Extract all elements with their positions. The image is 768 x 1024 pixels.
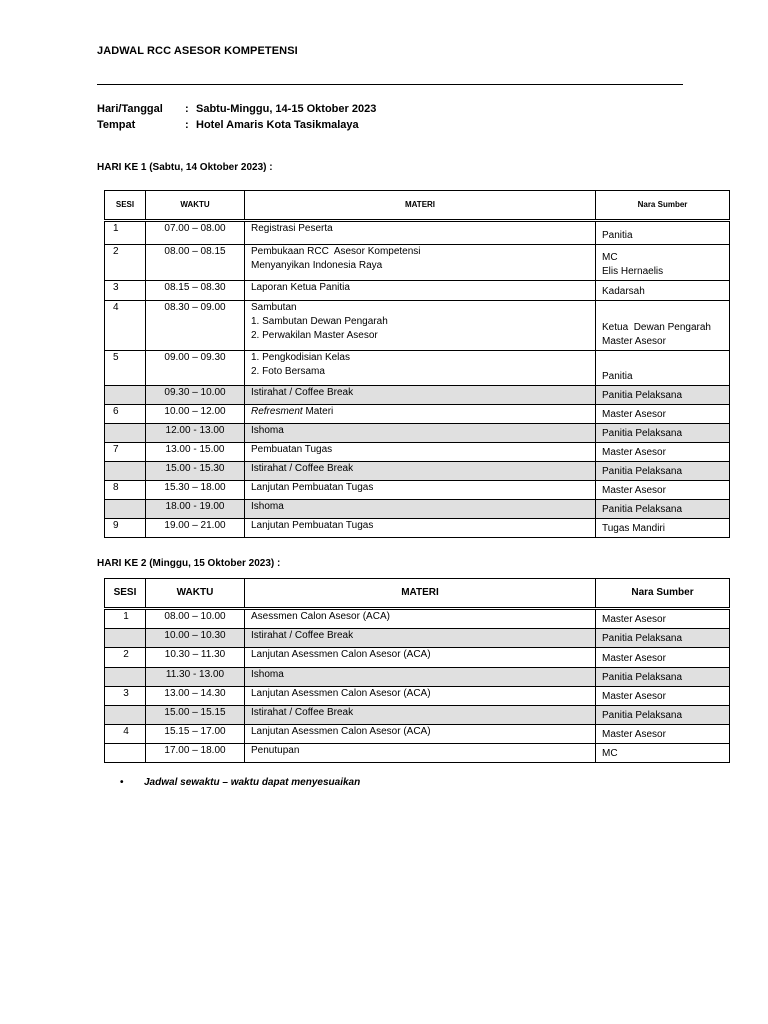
table-row <box>105 281 730 301</box>
cell-materi <box>245 687 596 706</box>
materi-line: Ishoma <box>251 501 284 512</box>
title-divider <box>97 84 683 85</box>
cell-nara-sumber <box>596 443 730 462</box>
info-colon: : <box>185 119 189 131</box>
table-row <box>105 481 730 500</box>
nara-line: Master Asesor <box>602 485 666 496</box>
cell-materi <box>245 519 596 538</box>
header-waktu: WAKTU <box>146 191 245 221</box>
day2-schedule-table <box>104 578 730 763</box>
cell-waktu: 17.00 – 18.00 <box>146 744 245 763</box>
nara-line: Master Asesor <box>602 336 666 347</box>
nara-line: Panitia Pelaksana <box>602 633 683 644</box>
nara-line: Master Asesor <box>602 409 666 420</box>
cell-waktu: 15.00 – 15.15 <box>146 706 245 725</box>
cell-nara-sumber <box>596 668 730 687</box>
materi-line: Istirahat / Coffee Break <box>251 463 354 474</box>
header-nara-sumber: Nara Sumber <box>596 579 730 609</box>
materi-line: 1. Pengkodisian Kelas <box>251 352 350 363</box>
table-row <box>105 609 730 629</box>
cell-waktu: 10.00 – 10.30 <box>146 629 245 648</box>
cell-materi <box>245 706 596 725</box>
nara-line: Panitia Pelaksana <box>602 504 683 515</box>
cell-sesi <box>105 706 146 725</box>
info-label: Tempat <box>97 119 136 131</box>
cell-waktu: 08.00 – 10.00 <box>146 609 245 629</box>
cell-sesi <box>105 500 146 519</box>
table-row <box>105 706 730 725</box>
table-row <box>105 629 730 648</box>
cell-sesi: 1 <box>105 221 146 245</box>
nara-line: Master Asesor <box>602 729 666 740</box>
materi-line: Sambutan <box>251 302 297 313</box>
nara-line: Panitia <box>602 371 633 382</box>
nara-line: Panitia Pelaksana <box>602 672 683 683</box>
cell-waktu: 15.30 – 18.00 <box>146 481 245 500</box>
cell-materi <box>245 648 596 668</box>
table-row <box>105 462 730 481</box>
cell-waktu: 09.00 – 09.30 <box>146 351 245 386</box>
table-row <box>105 443 730 462</box>
cell-nara-sumber <box>596 725 730 744</box>
nara-line: MC <box>602 748 618 759</box>
table-row <box>105 648 730 668</box>
table-row <box>105 424 730 443</box>
materi-line: Lanjutan Asessmen Calon Asesor (ACA) <box>251 688 431 699</box>
cell-materi <box>245 443 596 462</box>
cell-nara-sumber <box>596 245 730 281</box>
header-materi: MATERI <box>245 191 596 221</box>
cell-waktu: 15.15 – 17.00 <box>146 725 245 744</box>
cell-waktu: 13.00 – 14.30 <box>146 687 245 706</box>
header-sesi: SESI <box>105 191 146 221</box>
cell-sesi: 2 <box>105 648 146 668</box>
cell-sesi: 4 <box>105 301 146 351</box>
cell-nara-sumber <box>596 386 730 405</box>
document-title: JADWAL RCC ASESOR KOMPETENSI <box>97 45 298 57</box>
materi-text: Materi <box>302 406 334 417</box>
cell-waktu: 08.15 – 08.30 <box>146 281 245 301</box>
cell-materi <box>245 629 596 648</box>
cell-nara-sumber <box>596 519 730 538</box>
cell-sesi: 8 <box>105 481 146 500</box>
materi-line: 2. Foto Bersama <box>251 366 325 377</box>
nara-line: Panitia <box>602 230 633 241</box>
cell-waktu: 09.30 – 10.00 <box>146 386 245 405</box>
materi-line: Lanjutan Asessmen Calon Asesor (ACA) <box>251 649 431 660</box>
materi-line: Penutupan <box>251 745 300 756</box>
cell-sesi: 3 <box>105 687 146 706</box>
cell-sesi: 6 <box>105 405 146 424</box>
cell-nara-sumber <box>596 221 730 245</box>
nara-line: Master Asesor <box>602 653 666 664</box>
table-row <box>105 687 730 706</box>
cell-waktu: 10.00 – 12.00 <box>146 405 245 424</box>
materi-line: Lanjutan Pembuatan Tugas <box>251 520 374 531</box>
table-row <box>105 245 730 281</box>
cell-sesi: 5 <box>105 351 146 386</box>
cell-nara-sumber <box>596 301 730 351</box>
cell-sesi: 4 <box>105 725 146 744</box>
info-value: Hotel Amaris Kota Tasikmalaya <box>196 119 359 131</box>
cell-nara-sumber <box>596 481 730 500</box>
nara-line: Ketua Dewan Pengarah <box>602 322 711 333</box>
nara-line: MC <box>602 252 618 263</box>
cell-materi <box>245 281 596 301</box>
materi-line: 1. Sambutan Dewan Pengarah <box>251 316 388 327</box>
info-colon: : <box>185 103 189 115</box>
cell-nara-sumber <box>596 351 730 386</box>
cell-waktu: 19.00 – 21.00 <box>146 519 245 538</box>
cell-materi <box>245 245 596 281</box>
cell-materi <box>245 405 596 424</box>
cell-nara-sumber <box>596 281 730 301</box>
schedule-note <box>120 777 360 788</box>
cell-sesi: 9 <box>105 519 146 538</box>
cell-materi <box>245 301 596 351</box>
table-row <box>105 500 730 519</box>
bullet-icon: • <box>120 777 124 788</box>
header-nara-sumber: Nara Sumber <box>596 191 730 221</box>
cell-nara-sumber <box>596 648 730 668</box>
header-materi: MATERI <box>245 579 596 609</box>
cell-materi <box>245 221 596 245</box>
table-row <box>105 221 730 245</box>
day2-heading: HARI KE 2 (Minggu, 15 Oktober 2023) : <box>97 558 281 569</box>
cell-sesi <box>105 424 146 443</box>
header-sesi: SESI <box>105 579 146 609</box>
materi-line: Lanjutan Pembuatan Tugas <box>251 482 374 493</box>
nara-line: Master Asesor <box>602 691 666 702</box>
nara-line: Panitia Pelaksana <box>602 390 683 401</box>
table-row <box>105 725 730 744</box>
cell-nara-sumber <box>596 609 730 629</box>
cell-materi <box>245 744 596 763</box>
materi-line: 2. Perwakilan Master Asesor <box>251 330 378 341</box>
cell-nara-sumber <box>596 500 730 519</box>
cell-sesi <box>105 386 146 405</box>
nara-line: Tugas Mandiri <box>602 523 665 534</box>
cell-materi <box>245 668 596 687</box>
cell-waktu: 10.30 – 11.30 <box>146 648 245 668</box>
materi-line: Asessmen Calon Asesor (ACA) <box>251 611 390 622</box>
cell-materi <box>245 424 596 443</box>
table-row <box>105 744 730 763</box>
nara-line: Panitia Pelaksana <box>602 710 683 721</box>
nara-line: Master Asesor <box>602 614 666 625</box>
info-row-date <box>97 103 497 117</box>
cell-nara-sumber <box>596 424 730 443</box>
day1-schedule-table <box>104 190 730 538</box>
cell-waktu: 18.00 - 19.00 <box>146 500 245 519</box>
materi-line <box>251 405 589 419</box>
info-label: Hari/Tanggal <box>97 103 163 115</box>
materi-line: Registrasi Peserta <box>251 223 333 234</box>
cell-sesi <box>105 668 146 687</box>
cell-sesi: 7 <box>105 443 146 462</box>
nara-line: Panitia Pelaksana <box>602 466 683 477</box>
materi-line: Ishoma <box>251 669 284 680</box>
cell-nara-sumber <box>596 462 730 481</box>
cell-waktu: 07.00 – 08.00 <box>146 221 245 245</box>
cell-nara-sumber <box>596 629 730 648</box>
table-row <box>105 668 730 687</box>
materi-italic-text: Refresment <box>251 406 303 417</box>
cell-waktu: 15.00 - 15.30 <box>146 462 245 481</box>
info-row-place <box>97 119 497 133</box>
materi-line: Istirahat / Coffee Break <box>251 387 354 398</box>
materi-line: Menyanyikan Indonesia Raya <box>251 260 383 271</box>
nara-line: Panitia Pelaksana <box>602 428 683 439</box>
cell-waktu: 11.30 - 13.00 <box>146 668 245 687</box>
materi-line: Lanjutan Asessmen Calon Asesor (ACA) <box>251 726 431 737</box>
nara-line: Kadarsah <box>602 286 645 297</box>
nara-line: Elis Hernaelis <box>602 266 664 277</box>
cell-nara-sumber <box>596 744 730 763</box>
cell-waktu: 08.00 – 08.15 <box>146 245 245 281</box>
table-header-row <box>105 579 730 609</box>
materi-line: Istirahat / Coffee Break <box>251 630 354 641</box>
cell-nara-sumber <box>596 405 730 424</box>
cell-materi <box>245 386 596 405</box>
cell-materi <box>245 725 596 744</box>
cell-materi <box>245 351 596 386</box>
day1-heading: HARI KE 1 (Sabtu, 14 Oktober 2023) : <box>97 162 273 173</box>
cell-materi <box>245 500 596 519</box>
cell-waktu: 13.00 - 15.00 <box>146 443 245 462</box>
table-row <box>105 405 730 424</box>
table-header-row <box>105 191 730 221</box>
cell-sesi: 3 <box>105 281 146 301</box>
cell-materi <box>245 481 596 500</box>
materi-line: Pembuatan Tugas <box>251 444 333 455</box>
cell-materi <box>245 609 596 629</box>
cell-nara-sumber <box>596 687 730 706</box>
header-waktu: WAKTU <box>146 579 245 609</box>
cell-sesi: 1 <box>105 609 146 629</box>
cell-sesi <box>105 744 146 763</box>
table-row <box>105 301 730 351</box>
table-row <box>105 519 730 538</box>
cell-nara-sumber <box>596 706 730 725</box>
nara-line: Master Asesor <box>602 447 666 458</box>
table-row <box>105 351 730 386</box>
cell-materi <box>245 462 596 481</box>
note-text: Jadwal sewaktu – waktu dapat menyesuaikan <box>144 777 361 788</box>
materi-line: Laporan Ketua Panitia <box>251 282 350 293</box>
info-value: Sabtu-Minggu, 14-15 Oktober 2023 <box>196 103 377 115</box>
cell-waktu: 12.00 - 13.00 <box>146 424 245 443</box>
cell-waktu: 08.30 – 09.00 <box>146 301 245 351</box>
materi-line: Istirahat / Coffee Break <box>251 707 354 718</box>
materi-line: Ishoma <box>251 425 284 436</box>
cell-sesi <box>105 462 146 481</box>
table-row <box>105 386 730 405</box>
cell-sesi <box>105 629 146 648</box>
materi-line: Pembukaan RCC Asesor Kompetensi <box>251 246 421 257</box>
cell-sesi: 2 <box>105 245 146 281</box>
